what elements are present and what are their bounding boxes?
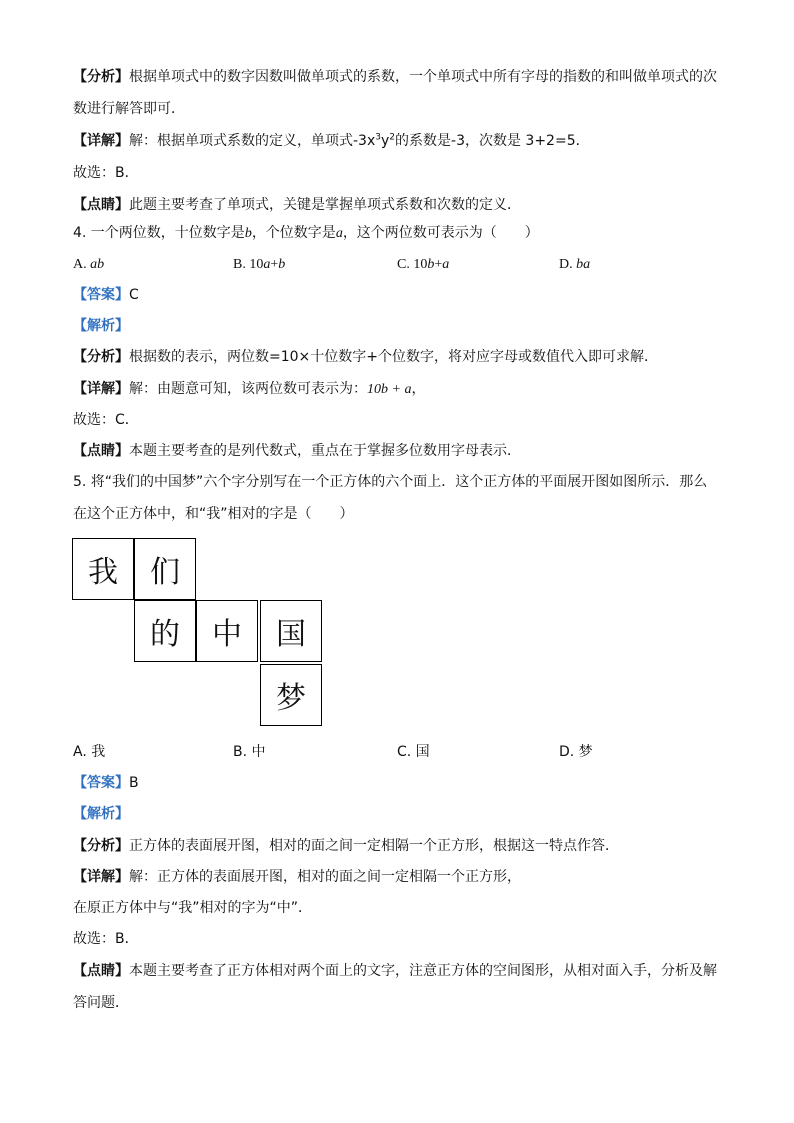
q4-detail-a: 解：由题意可知，该两位数可表示为： xyxy=(129,381,367,397)
q3-choose: 故选：B． xyxy=(73,165,139,181)
answer-value: C xyxy=(129,287,139,303)
q5-answer xyxy=(73,773,139,793)
q5-option-b: B. 中 xyxy=(233,744,266,760)
analysis-tag: 【分析】 xyxy=(73,838,129,854)
q4-stem-d: a xyxy=(335,226,343,241)
q3-comment-text: 此题主要考查了单项式，关键是掌握单项式系数和次数的定义． xyxy=(129,197,521,213)
net-cell-meng: 梦 xyxy=(260,664,322,726)
q5-stem-line2: 在这个正方体中，和“我”相对的字是（ ） xyxy=(73,506,354,522)
q5-comment xyxy=(73,961,717,981)
q4-stem-e: ，这个两位数可表示为（ ） xyxy=(342,225,539,241)
q3-comment xyxy=(73,195,521,215)
q4-option-c xyxy=(397,254,449,275)
q3-detail-c: 的系数是-3，次数是 3+2=5． xyxy=(395,133,590,149)
q4-detail xyxy=(73,379,425,400)
q3-analysis-line2: 数进行解答即可． xyxy=(73,101,185,117)
q4-comment-text: 本题主要考查的是列代数式，重点在于掌握多位数用字母表示． xyxy=(129,443,521,459)
option-letter: D. xyxy=(559,257,577,272)
q4-stem xyxy=(73,223,539,244)
q5-analysis-text: 正方体的表面展开图，相对的面之间一定相隔一个正方形，根据这一特点作答． xyxy=(129,838,619,854)
q4-analysis xyxy=(73,347,658,367)
net-cell-zhong: 中 xyxy=(196,600,258,662)
q4-detail-b: ， xyxy=(411,381,426,397)
q3-analysis-line1 xyxy=(73,67,717,87)
comment-tag: 【点睛】 xyxy=(73,197,129,213)
q3-exp-y: 2 xyxy=(389,132,396,143)
analysis-tag: 【分析】 xyxy=(73,69,129,85)
q5-option-a: A. 我 xyxy=(73,744,106,760)
option-math2: a xyxy=(442,257,450,272)
option-math: ba xyxy=(576,257,591,272)
option-letter: B. 10 xyxy=(233,257,264,272)
q5-option-c: C. 国 xyxy=(397,744,430,760)
q5-comment-line2: 答问题． xyxy=(73,995,129,1011)
answer-value: B xyxy=(129,775,139,791)
net-cell-men: 们 xyxy=(134,538,196,600)
net-cell-wo: 我 xyxy=(72,538,134,600)
comment-tag: 【点睛】 xyxy=(73,443,129,459)
analysis-tag: 【分析】 xyxy=(73,349,129,365)
net-cell-guo: 国 xyxy=(260,600,322,662)
q4-stem-a: 4. 一个两位数，十位数字是 xyxy=(73,225,245,241)
q5-detail-line2: 在原正方体中与“我”相对的字为“中”． xyxy=(73,900,313,916)
cube-net-figure xyxy=(72,538,324,728)
detail-tag: 【详解】 xyxy=(73,133,129,149)
q4-choose: 故选：C． xyxy=(73,412,139,428)
q4-option-a xyxy=(73,254,104,275)
q4-stem-c: ，个位数字是 xyxy=(251,225,336,241)
option-plus: + xyxy=(270,257,279,272)
q4-answer xyxy=(73,285,139,305)
detail-tag: 【详解】 xyxy=(73,381,129,397)
comment-tag: 【点睛】 xyxy=(73,963,129,979)
option-letter: A. xyxy=(73,257,91,272)
option-math: ab xyxy=(90,257,105,272)
q4-detail-expr: 10b + a xyxy=(367,382,412,397)
q4-comment xyxy=(73,441,521,461)
q3-detail-a: 解：根据单项式系数的定义，单项式-3x xyxy=(129,133,376,149)
q4-option-b xyxy=(233,254,285,275)
option-math: a xyxy=(263,257,271,272)
option-math2: b xyxy=(278,257,286,272)
q5-jiexi: 【解析】 xyxy=(73,806,129,822)
q4-option-d xyxy=(559,254,590,275)
q5-stem-line1: 5. 将“我们的中国梦”六个字分别写在一个正方体的六个面上．这个正方体的平面展开图如图所示．那么 xyxy=(73,474,708,490)
q3-exp-x: 3 xyxy=(375,132,381,143)
answer-tag: 【答案】 xyxy=(73,775,129,791)
q5-detail xyxy=(73,867,521,887)
q5-comment-text: 本题主要考查了正方体相对两个面上的文字，注意正方体的空间图形，从相对面入手，分析及解 xyxy=(129,963,717,979)
option-letter: C. 10 xyxy=(397,257,428,272)
q5-option-d: D. 梦 xyxy=(559,744,593,760)
q5-detail-text: 解：正方体的表面展开图，相对的面之间一定相隔一个正方形， xyxy=(129,869,521,885)
net-cell-de: 的 xyxy=(134,600,196,662)
answer-tag: 【答案】 xyxy=(73,287,129,303)
q3-detail-b: y xyxy=(380,133,390,149)
q3-detail xyxy=(73,131,590,151)
detail-tag: 【详解】 xyxy=(73,869,129,885)
option-math: b xyxy=(427,257,435,272)
q3-analysis-text: 根据单项式中的数字因数叫做单项式的系数，一个单项式中所有字母的指数的和叫做单项式的次 xyxy=(129,69,717,85)
q4-stem-b: b xyxy=(244,226,252,241)
q4-jiexi: 【解析】 xyxy=(73,318,129,334)
option-plus: + xyxy=(434,257,443,272)
q5-choose: 故选：B． xyxy=(73,931,139,947)
q5-analysis xyxy=(73,836,619,856)
q4-analysis-text: 根据数的表示，两位数=10×十位数字+个位数字，将对应字母或数值代入即可求解． xyxy=(129,349,659,365)
